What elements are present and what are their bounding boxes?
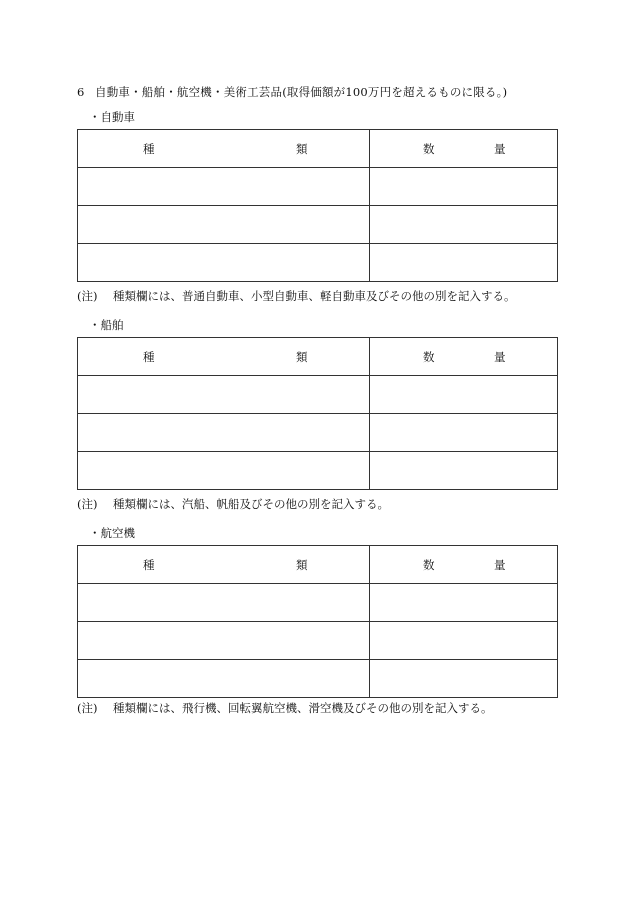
automobile-note — [77, 288, 516, 304]
type-input-cell[interactable] — [78, 206, 370, 244]
table-header-row — [78, 546, 558, 584]
ship-note — [77, 496, 389, 512]
quantity-input-cell[interactable] — [370, 414, 558, 452]
note-label: (注) — [77, 701, 98, 715]
header-quantity-char1: 数 — [423, 349, 435, 364]
quantity-input-cell[interactable] — [370, 168, 558, 206]
automobile-table — [77, 129, 558, 282]
quantity-input-cell[interactable] — [370, 584, 558, 622]
type-input-cell[interactable] — [78, 414, 370, 452]
quantity-input-cell[interactable] — [370, 622, 558, 660]
header-type — [78, 130, 370, 168]
table-row — [78, 376, 558, 414]
table-row — [78, 244, 558, 282]
header-type — [78, 546, 370, 584]
table-row — [78, 452, 558, 490]
type-input-cell[interactable] — [78, 452, 370, 490]
table-row — [78, 622, 558, 660]
type-input-cell[interactable] — [78, 376, 370, 414]
header-quantity — [370, 546, 558, 584]
table-row — [78, 584, 558, 622]
header-type-char1: 種 — [143, 141, 155, 156]
header-type-char2: 類 — [296, 141, 308, 156]
header-type-char1: 種 — [143, 557, 155, 572]
type-input-cell[interactable] — [78, 584, 370, 622]
table-row — [78, 206, 558, 244]
type-input-cell[interactable] — [78, 660, 370, 698]
quantity-input-cell[interactable] — [370, 376, 558, 414]
subheading-automobile: ・自動車 — [89, 110, 135, 124]
aircraft-table — [77, 545, 558, 698]
table-header-row — [78, 130, 558, 168]
table-row — [78, 414, 558, 452]
type-input-cell[interactable] — [78, 168, 370, 206]
header-quantity-char2: 量 — [494, 557, 506, 572]
header-quantity-char1: 数 — [423, 141, 435, 156]
section-title: 自動車・船舶・航空機・美術工芸品(取得価額が100万円を超えるものに限る。) — [95, 85, 508, 99]
table-row — [78, 660, 558, 698]
header-quantity-char2: 量 — [494, 141, 506, 156]
header-quantity-char1: 数 — [423, 557, 435, 572]
header-quantity — [370, 130, 558, 168]
quantity-input-cell[interactable] — [370, 452, 558, 490]
header-type-char1: 種 — [143, 349, 155, 364]
subheading-ship: ・船舶 — [89, 318, 124, 332]
type-input-cell[interactable] — [78, 622, 370, 660]
header-type — [78, 338, 370, 376]
note-text: 種類欄には、普通自動車、小型自動車、軽自動車及びその他の別を記入する。 — [113, 289, 516, 303]
header-type-char2: 類 — [296, 557, 308, 572]
quantity-input-cell[interactable] — [370, 206, 558, 244]
section-heading — [77, 84, 507, 100]
section-number: 6 — [77, 85, 85, 99]
quantity-input-cell[interactable] — [370, 244, 558, 282]
note-text: 種類欄には、飛行機、回転翼航空機、滑空機及びその他の別を記入する。 — [113, 701, 493, 715]
subheading-aircraft: ・航空機 — [89, 526, 135, 540]
note-label: (注) — [77, 497, 98, 511]
note-text: 種類欄には、汽船、帆船及びその他の別を記入する。 — [113, 497, 389, 511]
header-quantity — [370, 338, 558, 376]
aircraft-note — [77, 700, 493, 716]
quantity-input-cell[interactable] — [370, 660, 558, 698]
header-quantity-char2: 量 — [494, 349, 506, 364]
table-row — [78, 168, 558, 206]
header-type-char2: 類 — [296, 349, 308, 364]
ship-table — [77, 337, 558, 490]
type-input-cell[interactable] — [78, 244, 370, 282]
table-header-row — [78, 338, 558, 376]
note-label: (注) — [77, 289, 98, 303]
